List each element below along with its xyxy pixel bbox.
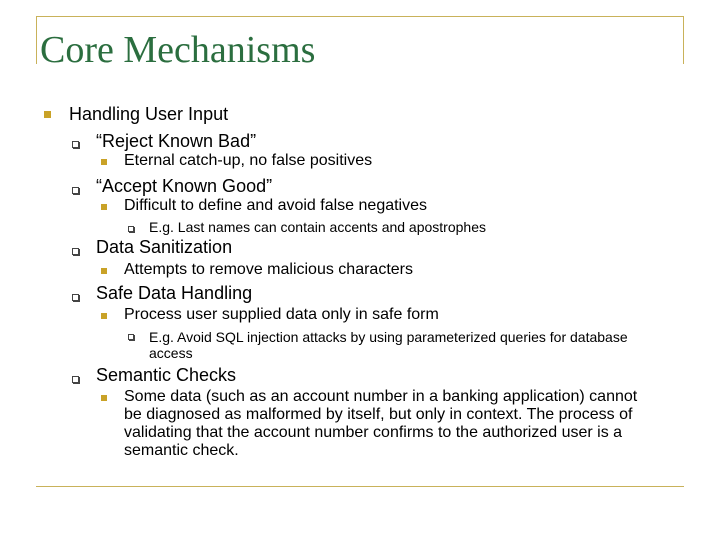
bullet-item-level2: “Accept Known Good” bbox=[96, 176, 273, 196]
bullet-item-level2: Data Sanitization bbox=[96, 237, 233, 257]
frame-top-line bbox=[36, 16, 684, 17]
square-bullet-icon bbox=[101, 159, 107, 165]
bullet-item-level3: Attempts to remove malicious characters bbox=[124, 261, 413, 278]
bullet-item-level4: E.g. Last names can contain accents and apostrophes bbox=[149, 219, 486, 235]
bullet-item-level2: “Reject Known Bad” bbox=[96, 131, 257, 151]
hollow-square-bullet-icon bbox=[128, 334, 134, 340]
bullet-item-level2: Safe Data Handling bbox=[96, 283, 253, 303]
frame-bottom-line bbox=[36, 486, 684, 487]
frame-left-line bbox=[36, 16, 37, 64]
bullet-item-level4: E.g. Avoid SQL injection attacks by using parameterized queries for database access bbox=[149, 329, 628, 361]
square-bullet-icon bbox=[101, 395, 107, 401]
hollow-square-bullet-icon bbox=[128, 226, 134, 232]
slide-title: Core Mechanisms bbox=[40, 29, 316, 71]
hollow-square-bullet-icon bbox=[72, 141, 79, 148]
square-bullet-icon bbox=[101, 313, 107, 319]
frame-right-line bbox=[683, 16, 684, 64]
hollow-square-bullet-icon bbox=[72, 294, 79, 301]
square-bullet-icon bbox=[101, 204, 107, 210]
hollow-square-bullet-icon bbox=[72, 187, 79, 194]
bullet-item-level3: Eternal catch-up, no false positives bbox=[124, 152, 373, 169]
bullet-item-level2: Semantic Checks bbox=[96, 365, 237, 385]
bullet-item-level3: Process user supplied data only in safe form bbox=[124, 306, 439, 323]
square-bullet-icon bbox=[44, 111, 51, 118]
hollow-square-bullet-icon bbox=[72, 248, 79, 255]
bullet-item-level1: Handling User Input bbox=[69, 104, 229, 124]
square-bullet-icon bbox=[101, 268, 107, 274]
bullet-item-level3: Difficult to define and avoid false negatives bbox=[124, 197, 428, 214]
hollow-square-bullet-icon bbox=[72, 376, 79, 383]
bullet-item-level3: Some data (such as an account number in a banking application) cannot be diagnosed as malformed by itself, but only in context. The process of validating that the account number confirms to the authorized user is a semantic check. bbox=[124, 388, 638, 459]
